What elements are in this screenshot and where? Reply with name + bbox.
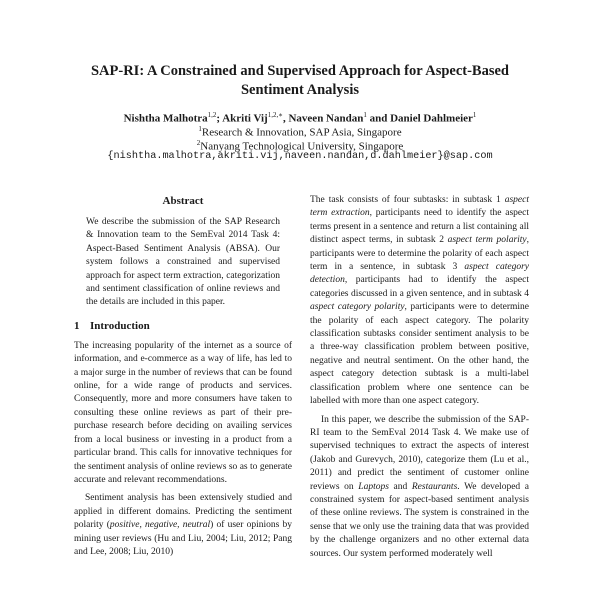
text-run: In this paper, we describe the submission of the SAP-RI team to the SemEval 2014 Task 4. We make use of supervised techniques to extract the aspects of interest (Jakob and Gurevych, 2010), categorize them (Lu et al., 2011) and predict the sentiment of customer online reviews on bbox=[310, 414, 529, 492]
emphasis: positive, negative, neutral bbox=[109, 520, 211, 531]
text-run: Sentiment analysis has been extensively studied and applied in different domains. Predicting the sentiment polarity ( bbox=[74, 493, 292, 531]
right-column bbox=[310, 194, 529, 576]
text-run: ) of user opinions by mining user reviews (Hu and Liu, 2004; Liu, 2012; Pang and Lee, 2008; Liu, 2010) bbox=[74, 520, 292, 557]
emphasis: Restaurants bbox=[411, 481, 458, 492]
intro-paragraph-2 bbox=[74, 492, 292, 559]
section-heading-introduction bbox=[74, 319, 292, 333]
author-affiliation-mark: 1,2 bbox=[207, 111, 217, 119]
emphasis: aspect term extraction bbox=[310, 195, 529, 219]
submission-paragraph bbox=[310, 414, 529, 561]
text-run: , participants were to determine the polarity of each aspect category. The polarity classification subtasks consider sentiment analysis to be a three-way classification problem between positive, negative and neutral sentiment. On the other hand, the aspect category detection subtask is a multi-label classification problem where one sentence can be labelled with more than one aspect category. bbox=[310, 302, 529, 407]
title-line-1: SAP-RI: A Constrained and Supervised Approach for Aspect-Based bbox=[90, 63, 509, 79]
left-column bbox=[74, 194, 292, 557]
author-name: Nishtha Malhotra bbox=[123, 112, 208, 125]
section-title: Introduction bbox=[90, 319, 150, 332]
author-separator: , bbox=[282, 112, 289, 125]
abstract-text: We describe the submission of the SAP Research & Innovation team to the SemEval 2014 Task 4: Aspect-Based Sentiment Analysis (ABSA). Our system follows a constrained and supervised approach for aspect term extraction, categorization and sentiment classification of online reviews and the details are included in this paper. bbox=[86, 217, 280, 308]
author-name: Akriti Vij bbox=[222, 112, 268, 125]
author-name: Daniel Dahlmeier bbox=[390, 112, 473, 125]
author-name: Naveen Nandan bbox=[288, 112, 364, 125]
emphasis: aspect term polarity bbox=[447, 235, 527, 246]
text-run: and bbox=[388, 481, 412, 492]
intro-paragraph-1: The increasing popularity of the internet as a source of information, and e-commerce as a way of life, has led to a major surge in the number of reviews that can be found online, for a wide range of products and services. Consequently, more and more consumers have taken to consulting these online reviews as part of their pre-purchase research before deciding on availing services from a local business or investing in a product from a particular brand. This calls for innovative techniques for the sentiment analysis of online reviews so as to generate accurate and relevant recommendations. bbox=[74, 340, 292, 485]
emphasis: aspect category detection bbox=[310, 262, 529, 286]
intro-paragraph-2-clip bbox=[74, 492, 292, 557]
text-run: . We developed a constrained system for aspect-based sentiment analysis of these online reviews. The system is constrained in the sense that we only use the training data that was provided by the challenge organizers and no other external data sources. Our system performed moderately well bbox=[310, 481, 530, 559]
author-affiliation-mark: 1 bbox=[363, 111, 367, 119]
affiliation-text: Research & Innovation, SAP Asia, Singapore bbox=[201, 126, 402, 139]
emphasis: Laptops bbox=[358, 481, 389, 492]
author-emails: {nishtha.malhotra,akriti.vij,naveen.nandan,d.dahlmeier}@sap.com bbox=[107, 151, 493, 162]
section-number: 1 bbox=[74, 319, 80, 332]
author-affiliation-mark: 1,2,∗ bbox=[267, 111, 283, 119]
affiliation-text: Nanyang Technological University, Singapore bbox=[200, 140, 404, 153]
author-separator: and bbox=[366, 112, 391, 125]
paper-title bbox=[60, 62, 540, 100]
author-separator: ; bbox=[216, 112, 223, 125]
submission-paragraph-clip bbox=[310, 414, 529, 576]
text-run: , participants were to determine the polarity of each aspect term in a sentence, in subtask 3 bbox=[310, 235, 530, 273]
affiliation-mark: 2 bbox=[196, 139, 201, 147]
task-description-paragraph bbox=[310, 194, 529, 409]
text-run: , participants need to identify the aspect terms present in a sentence and return a list containing all distinct aspect terms, in subtask 2 bbox=[310, 208, 529, 246]
emphasis: aspect category polarity bbox=[310, 302, 405, 313]
author-affiliation-mark: 1 bbox=[472, 111, 477, 119]
text-run: , participants had to identify the aspect categories discussed in a given sentence, and in subtask 4 bbox=[310, 275, 529, 299]
title-line-2: Sentiment Analysis bbox=[240, 82, 360, 98]
abstract-heading: Abstract bbox=[162, 195, 204, 207]
affiliation-mark: 1 bbox=[198, 125, 202, 133]
text-run: The task consists of four subtasks: in subtask 1 bbox=[310, 195, 505, 205]
